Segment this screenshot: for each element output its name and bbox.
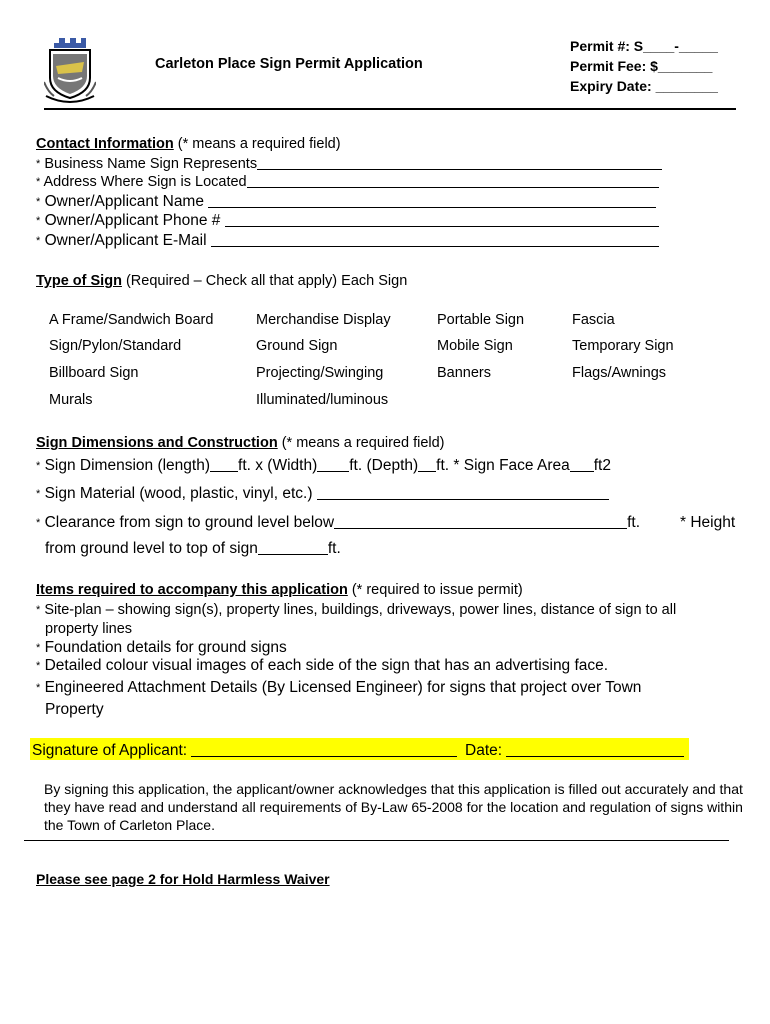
sign-type-option[interactable]: Flags/Awnings <box>572 365 667 381</box>
sign-type-option[interactable]: Sign/Pylon/Standard <box>49 338 182 354</box>
hold-harmless-note: Please see page 2 for Hold Harmless Waiver <box>36 871 330 887</box>
dimensions-heading: Sign Dimensions and Construction (* means a required field) <box>36 435 445 451</box>
list-item: * Engineered Attachment Details (By Licensed Engineer) for signs that project over Town <box>36 679 642 696</box>
list-item: Property <box>45 701 104 718</box>
sign-type-option[interactable]: Billboard Sign <box>49 365 139 381</box>
date-field[interactable]: Date: <box>465 742 684 760</box>
list-item: property lines <box>45 621 133 637</box>
owner-name-field[interactable]: * Owner/Applicant Name <box>36 193 656 211</box>
items-heading: Items required to accompany this application (* required to issue permit) <box>36 582 523 598</box>
header-divider <box>44 108 736 110</box>
expiry-date: Expiry Date: ________ <box>570 78 718 94</box>
clearance-field[interactable]: * Clearance from sign to ground level below ft. <box>36 514 641 531</box>
page-title: Carleton Place Sign Permit Application <box>155 56 423 72</box>
sign-type-option[interactable]: A Frame/Sandwich Board <box>49 312 214 328</box>
address-field[interactable]: * Address Where Sign is Located <box>36 174 659 190</box>
sign-type-option[interactable]: Fascia <box>572 312 615 328</box>
sign-type-option[interactable]: Banners <box>437 365 492 381</box>
sign-type-option[interactable]: Merchandise Display <box>256 312 391 328</box>
sign-material-field[interactable]: * Sign Material (wood, plastic, vinyl, etc.) <box>36 485 609 503</box>
footer-divider <box>24 840 729 841</box>
permit-fee: Permit Fee: $_______ <box>570 58 713 74</box>
sign-dimension-field[interactable]: * Sign Dimension (length) ft. x (Width) ft. (Depth) ft. * Sign Face Area ft2 <box>36 457 611 474</box>
permit-number: Permit #: S____-_____ <box>570 38 718 54</box>
sign-type-option[interactable]: Temporary Sign <box>572 338 674 354</box>
sign-type-option[interactable]: Portable Sign <box>437 312 525 328</box>
acknowledgement-text: By signing this application, the applicant/owner acknowledges that this application is filled out accurately and that they have read and understand all requirements of By-Law 65-2008 for the location and regulation of signs within the Town of Carleton Place. <box>44 781 743 833</box>
owner-email-field[interactable]: * Owner/Applicant E-Mail <box>36 232 659 250</box>
sign-type-option[interactable]: Mobile Sign <box>437 338 513 354</box>
list-item: * Detailed colour visual images of each side of the sign that has an advertising face. <box>36 657 609 674</box>
sign-type-heading: Type of Sign (Required – Check all that apply) Each Sign <box>36 273 408 289</box>
list-item: * Site-plan – showing sign(s), property lines, buildings, driveways, power lines, distance of sign to all <box>36 602 677 618</box>
sign-type-option[interactable]: Projecting/Swinging <box>256 365 384 381</box>
height-label: * Height <box>680 514 736 531</box>
sign-type-option[interactable]: Illuminated/luminous <box>256 392 389 408</box>
sign-type-option[interactable]: Murals <box>49 392 93 408</box>
list-item: * Foundation details for ground signs <box>36 639 287 656</box>
signature-field[interactable]: Signature of Applicant: <box>32 742 457 760</box>
contact-section-heading: Contact Information (* means a required field) <box>36 136 341 152</box>
town-crest-logo <box>44 38 96 104</box>
height-field[interactable]: from ground level to top of sign ft. <box>45 540 341 557</box>
owner-phone-field[interactable]: * Owner/Applicant Phone # <box>36 212 659 230</box>
sign-type-option[interactable]: Ground Sign <box>256 338 338 354</box>
business-name-field[interactable]: * Business Name Sign Represents <box>36 156 662 172</box>
